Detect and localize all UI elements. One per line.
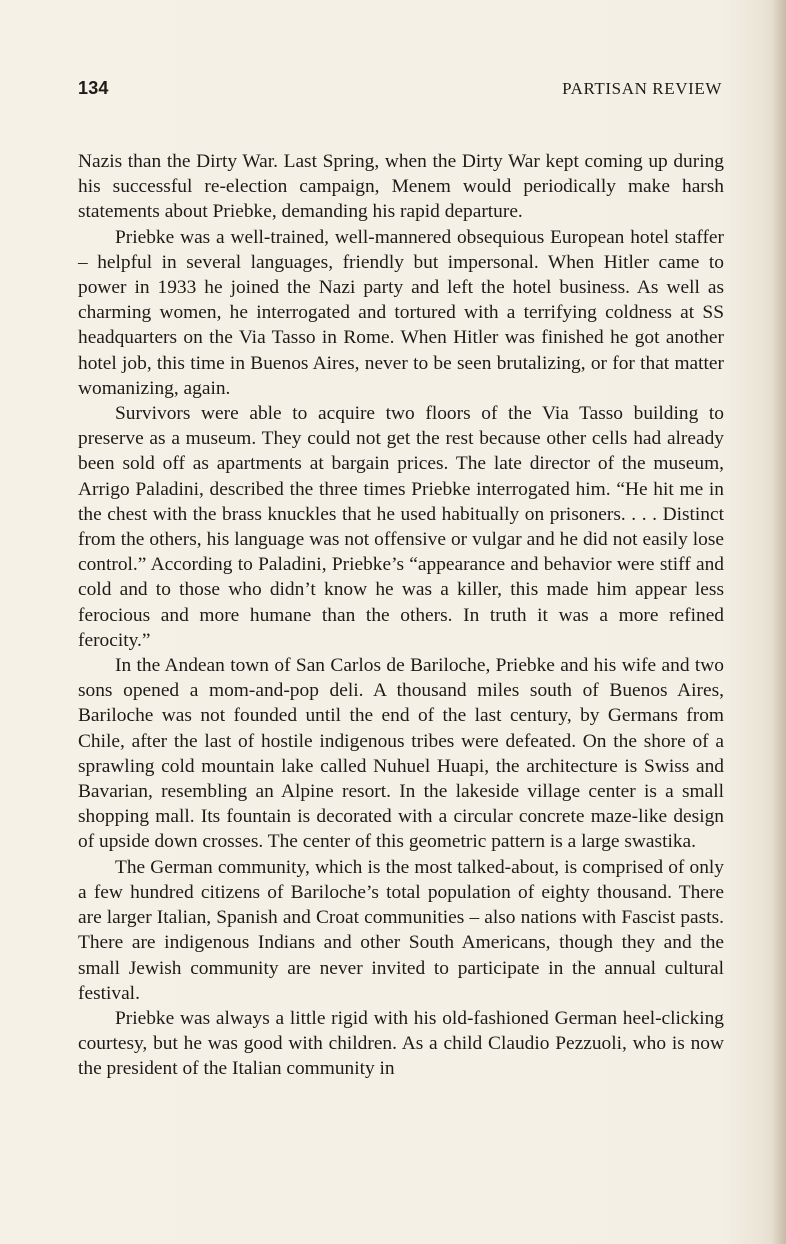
paragraph-4: In the Andean town of San Carlos de Bariloche, Priebke and his wife and two sons opened a mom-and-pop deli. A thousand miles south of Buenos Aires, Bariloche was not founded until the end of the last century, by Germans from Chile, after the last of hostile indigenous tribes were defeated. On the shore of a sprawling cold mountain lake called Nuhuel Huapi, the architecture is Swiss and Bavarian, resembling an Alpine resort. In the lakeside village center is a small shopping mall. Its fountain is decorated with a circular concrete maze-like design of upside down crosses. The center of this geometric pattern is a large swastika.	[78, 655, 724, 853]
paragraph-2: Priebke was a well-trained, well-mannered obsequious European hotel staffer – helpful in several languages, friendly but impersonal. When Hitler came to power in 1933 he joined the Nazi party and left the hotel business. As well as charming women, he interrogated and tortured with a terrifying coldness at SS headquarters on the Via Tasso in Rome. When Hitler was finished he got another hotel job, this time in Buenos Aires, never to be seen brutalizing, or for that matter womanizing, again.	[78, 226, 724, 399]
page-edge-shadow	[772, 0, 786, 1244]
page-number: 134	[78, 78, 109, 98]
page-header	[78, 78, 722, 104]
paragraph-1: Nazis than the Dirty War. Last Spring, when the Dirty War kept coming up during his successful re-election campaign, Menem would periodically make harsh statements about Priebke, demanding his rapid departure.	[78, 151, 724, 223]
paragraph-5: The German community, which is the most talked-about, is comprised of only a few hundred citizens of Bariloche’s total population of eighty thousand. There are larger Italian, Spanish and Croat communities – also nations with Fascist pasts. There are indigenous Indians and other South Americans, though they and the small Jewish community are never invited to participate in the annual cultural festival.	[78, 856, 724, 1004]
paragraph-6: Priebke was always a little rigid with his old-fashioned German heel-clicking courtesy, but he was good with children. As a child Claudio Pezzuoli, who is now the president of the Italian community in	[78, 1007, 724, 1080]
paragraph-3: Survivors were able to acquire two floors of the Via Tasso building to preserve as a museum. They could not get the rest because other cells had already been sold off as apartments at bargain prices. The late director of the museum, Arrigo Paladini, described the three times Priebke interrogated him. “He hit me in the chest with the brass knuckles that he used habitually on prisoners. . . . Distinct from the others, his language was not offensive or vulgar and he did not easily lose control.” According to Paladini, Priebke’s “appearance and behavior were stiff and cold and to those who didn’t know he was a killer, this made him appear less ferocious and more humane than the others. In truth it was a more refined ferocity.”	[78, 403, 724, 651]
body-text	[78, 149, 724, 1082]
running-head: PARTISAN REVIEW	[562, 79, 722, 98]
